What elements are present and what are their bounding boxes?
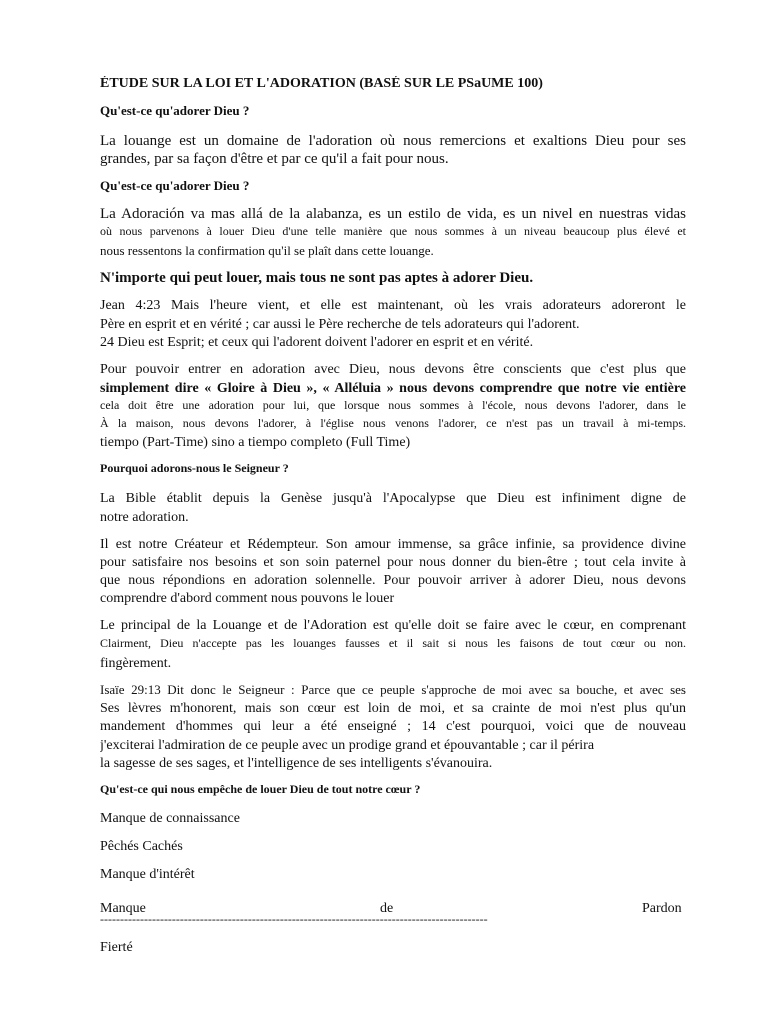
paragraph-line: Le principal de la Louange et de l'Adoration est qu'elle doit se faire avec le cœur, en comprenant xyxy=(100,618,686,633)
list-item: Fierté xyxy=(100,940,133,955)
paragraph-line: 24 Dieu est Esprit; et ceux qui l'adorent doivent l'adorer en esprit et en vérité. xyxy=(100,335,534,350)
list-item: Manque de connaissance xyxy=(100,811,240,826)
heading-why-worship: Pourquoi adorons-nous le Seigneur ? xyxy=(100,462,289,475)
paragraph-line: Pour pouvoir entrer en adoration avec Dieu, nous devons être conscients que c'est plus que xyxy=(100,362,686,377)
pardon-word-manque: Manque xyxy=(100,901,146,916)
paragraph-line: Père en esprit et en vérité ; car aussi le Père recherche de tels adorateurs qui l'adorent. xyxy=(100,317,580,332)
heading-not-everyone: N'importe qui peut louer, mais tous ne sont pas aptes à adorer Dieu. xyxy=(100,270,534,286)
list-item: Manque d'intérêt xyxy=(100,867,195,882)
document-title: ÉTUDE SUR LA LOI ET L'ADORATION (BASÉ SUR LE PSaUME 100) xyxy=(100,76,543,91)
paragraph-line: La Bible établit depuis la Genèse jusqu'à l'Apocalypse que Dieu est infiniment digne de xyxy=(100,491,686,506)
paragraph-line: comprendre d'abord comment nous pouvons le louer xyxy=(100,591,395,606)
paragraph-line: À la maison, nous devons l'adorer, à l'église nous venons l'adorer, ce n'est pas un travail à mi-temps. xyxy=(100,417,686,430)
paragraph-line: tiempo (Part-Time) sino a tiempo completo (Full Time) xyxy=(100,435,411,450)
pardon-word-de: de xyxy=(380,901,394,916)
paragraph-line: que nous répondions en adoration solennelle. Pour pouvoir arriver à adorer Dieu, nous devons xyxy=(100,573,686,588)
paragraph-line: simplement dire « Gloire à Dieu », « Alléluia » nous devons comprendre que notre vie entière xyxy=(100,381,686,396)
paragraph-line: la sagesse de ses sages, et l'intelligence de ses intelligents s'évanouira. xyxy=(100,756,493,771)
paragraph-line: notre adoration. xyxy=(100,510,189,525)
heading-what-is-worship-2: Qu'est-ce qu'adorer Dieu ? xyxy=(100,179,250,193)
paragraph-line: j'exciterai l'admiration de ce peuple avec un prodige grand et épouvantable ; car il périra xyxy=(100,738,595,753)
paragraph-line: La Adoración va mas allá de la alabanza, es un estilo de vida, es un nivel en nuestras vidas xyxy=(100,206,686,222)
paragraph-line: La louange est un domaine de l'adoration où nous remercions et exaltions Dieu pour ses xyxy=(100,133,686,149)
list-item: Pêchés Cachés xyxy=(100,839,183,854)
paragraph-line: nous ressentons la confirmation qu'il se plaît dans cette louange. xyxy=(100,244,434,258)
paragraph-line: Isaïe 29:13 Dit donc le Seigneur : Parce que ce peuple s'approche de moi avec sa bouche, et avec ses xyxy=(100,683,686,697)
paragraph-line: grandes, par sa façon d'être et par ce qu'il a fait pour nous. xyxy=(100,151,449,167)
paragraph-line: mandement d'hommes qui leur a été enseigné ; 14 c'est pourquoi, voici que de nouveau xyxy=(100,719,686,734)
paragraph-line: Il est notre Créateur et Rédempteur. Son amour immense, sa grâce infinie, sa providence divine xyxy=(100,537,686,552)
dashed-divider: ------------------------------------------------------------------------------------------------- xyxy=(100,913,488,926)
heading-what-prevents: Qu'est-ce qui nous empêche de louer Dieu de tout notre cœur ? xyxy=(100,783,421,796)
paragraph-line: où nous parvenons à louer Dieu d'une telle manière que nous sommes à un niveau beaucoup plus élevé et xyxy=(100,225,686,238)
paragraph-line: Jean 4:23 Mais l'heure vient, et elle est maintenant, où les vrais adorateurs adoreront le xyxy=(100,298,686,313)
paragraph-line: cela doit être une adoration pour lui, que lorsque nous sommes à l'école, nous devons l'adorer, dans le xyxy=(100,399,686,412)
paragraph-line: Ses lèvres m'honorent, mais son cœur est loin de moi, et sa crainte de moi n'est plus qu'un xyxy=(100,701,686,716)
paragraph-line: pour satisfaire nos besoins et son soin paternel pour nous donner du bien-être ; tout cela invite à xyxy=(100,555,686,570)
pardon-word-pardon: Pardon xyxy=(642,901,682,916)
heading-what-is-worship-1: Qu'est-ce qu'adorer Dieu ? xyxy=(100,104,250,118)
paragraph-line: fingèrement. xyxy=(100,656,172,671)
paragraph-line: Clairment, Dieu n'accepte pas les louanges fausses et il sait si nous les faisons de tout cœur ou non. xyxy=(100,637,686,650)
